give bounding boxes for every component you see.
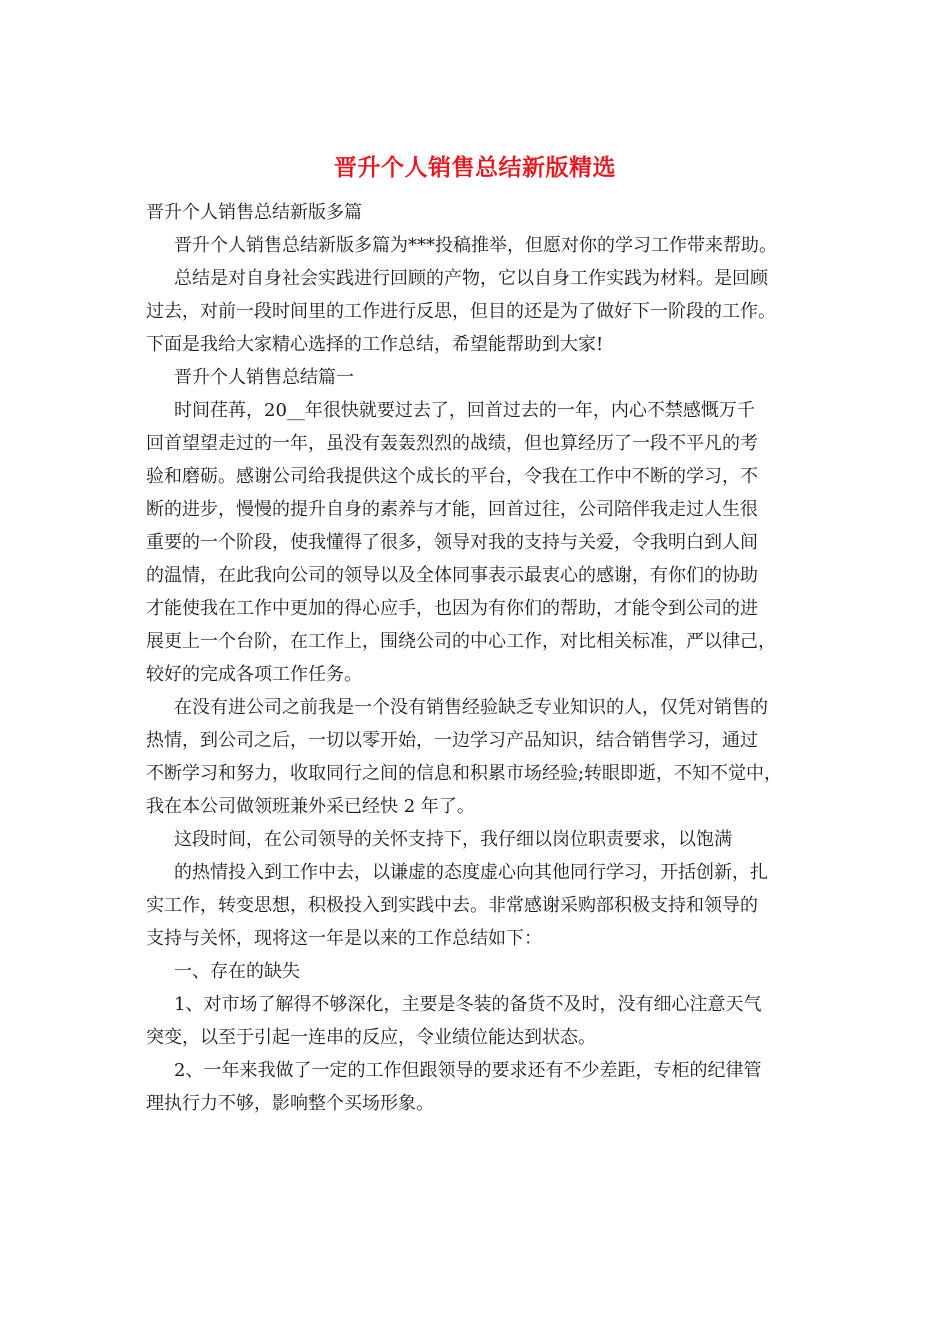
text-line: 在没有进公司之前我是一个没有销售经验缺乏专业知识的人，仅凭对销售的 <box>174 697 768 718</box>
text-line: 支持与关怀，现将这一年是以来的工作总结如下： <box>146 928 542 949</box>
text-line: 展更上一个台阶，在工作上，围绕公司的中心工作，对比相关标准，严以律己， <box>146 631 776 652</box>
text-line: 较好的完成各项工作任务。 <box>146 664 362 685</box>
text-line: 晋升个人销售总结新版多篇 <box>146 202 362 223</box>
text-line: 热情，到公司之后，一切以零开始，一边学习产品知识，结合销售学习，通过 <box>146 730 758 751</box>
document-title: 晋升个人销售总结新版精选 <box>334 154 616 181</box>
text-line: 突变，以至于引起一连串的反应，令业绩位能达到状态。 <box>146 1027 596 1048</box>
text-line: 过去，对前一段时间里的工作进行反思，但目的还是为了做好下一阶段的工作。 <box>146 301 776 322</box>
text-line: 的温情，在此我向公司的领导以及全体同事表示最衷心的感谢，有你们的协助 <box>146 565 758 586</box>
text-line: 1、对市场了解得不够深化，主要是冬装的备货不及时，没有细心注意天气 <box>174 994 762 1015</box>
text-line: 验和磨砺。感谢公司给我提供这个成长的平台，令我在工作中不断的学习，不 <box>146 466 758 487</box>
document-body <box>146 196 816 1120</box>
text-line: 2、一年来我做了一定的工作但跟领导的要求还有不少差距，专柜的纪律管 <box>174 1060 762 1081</box>
text-line: 理执行力不够，影响整个买场形象。 <box>146 1093 434 1114</box>
text-line: 我在本公司做领班兼外采已经快 2 年了。 <box>146 796 475 817</box>
text-line: 晋升个人销售总结新版多篇为***投稿推举，但愿对你的学习工作带来帮助。 <box>174 235 777 256</box>
text-line: 时间荏苒，20__年很快就要过去了，回首过去的一年，内心不禁感慨万千 <box>174 400 755 421</box>
text-line: 才能使我在工作中更加的得心应手，也因为有你们的帮助，才能令到公司的进 <box>146 598 758 619</box>
text-line: 下面是我给大家精心选择的工作总结，希望能帮助到大家! <box>146 334 604 355</box>
text-line: 断的进步，慢慢的提升自身的素养与才能，回首过往，公司陪伴我走过人生很 <box>146 499 758 520</box>
text-line: 实工作，转变思想，积极投入到实践中去。非常感谢采购部积极支持和领导的 <box>146 895 758 916</box>
text-line: 晋升个人销售总结篇一 <box>174 367 354 388</box>
text-line: 的热情投入到工作中去，以谦虚的态度虚心向其他同行学习，开括创新，扎 <box>174 862 768 883</box>
text-line: 重要的一个阶段，使我懂得了很多，领导对我的支持与关爱，令我明白到人间 <box>146 532 758 553</box>
text-line: 回首望望走过的一年，虽没有轰轰烈烈的战绩，但也算经历了一段不平凡的考 <box>146 433 758 454</box>
text-line: 这段时间，在公司领导的关怀支持下，我仔细以岗位职责要求，以饱满 <box>174 829 732 850</box>
text-line: 不断学习和努力，收取同行之间的信息和积累市场经验;转眼即逝，不知不觉中， <box>146 763 783 784</box>
text-line: 一、存在的缺失 <box>174 961 300 982</box>
text-line: 总结是对自身社会实践进行回顾的产物，它以自身工作实践为材料。是回顾 <box>174 268 768 289</box>
